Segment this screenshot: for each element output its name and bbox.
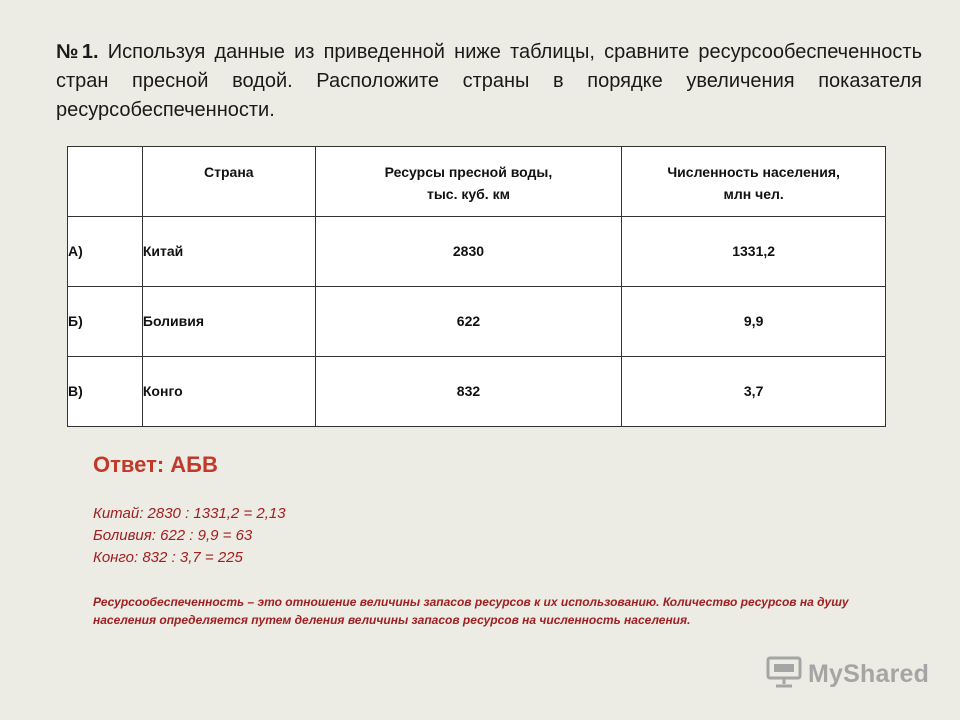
task-statement — [56, 38, 922, 125]
table-header-row — [68, 147, 886, 217]
header-population — [622, 147, 886, 217]
calculation-line: Китай: 2830 : 1331,2 = 2,13 — [93, 505, 286, 522]
row-letter: В) — [68, 357, 143, 427]
myshared-watermark — [766, 654, 929, 694]
table-row — [68, 217, 886, 287]
header-country — [142, 147, 315, 217]
table-row — [68, 357, 886, 427]
calculation-line: Боливия: 622 : 9,9 = 63 — [93, 527, 253, 544]
header-population-line2: млн чел. — [723, 186, 784, 202]
row-country: Боливия — [142, 287, 315, 357]
row-water: 2830 — [315, 217, 622, 287]
header-water — [315, 147, 622, 217]
header-water-line2: тыс. куб. км — [426, 186, 510, 202]
row-population: 3,7 — [622, 357, 886, 427]
answer-heading: Ответ: АБВ — [93, 452, 218, 477]
calculations — [93, 503, 286, 569]
task-text: Используя данные из приведенной ниже таблицы, сравните ресурсообеспеченность стран пресной водой. Расположите страны в порядке увеличения показателя ресурсобеспеченности. — [56, 41, 922, 121]
header-country-label: Страна — [204, 164, 254, 180]
row-population: 1331,2 — [622, 217, 886, 287]
calculation-line: Конго: 832 : 3,7 = 225 — [93, 549, 243, 566]
row-letter: А) — [68, 217, 143, 287]
row-country: Китай — [142, 217, 315, 287]
table-row — [68, 287, 886, 357]
row-population: 9,9 — [622, 287, 886, 357]
definition-note: Ресурсообеспеченность – это отношение величины запасов ресурсов к их использованию. Количество ресурсов на душу населения определяется путем деления величины запасов ресурсов на численность населения. — [93, 595, 849, 627]
watermark-text: MyShared — [808, 659, 930, 688]
row-water: 832 — [315, 357, 622, 427]
task-number: №1. — [56, 41, 99, 63]
resources-table — [67, 146, 886, 427]
row-country: Конго — [142, 357, 315, 427]
header-water-line1: Ресурсы пресной воды, — [384, 164, 553, 180]
presentation-screen-icon — [766, 655, 802, 694]
header-population-line1: Численность населения, — [667, 164, 840, 180]
row-letter: Б) — [68, 287, 143, 357]
header-empty-cell — [68, 147, 143, 217]
row-water: 622 — [315, 287, 622, 357]
